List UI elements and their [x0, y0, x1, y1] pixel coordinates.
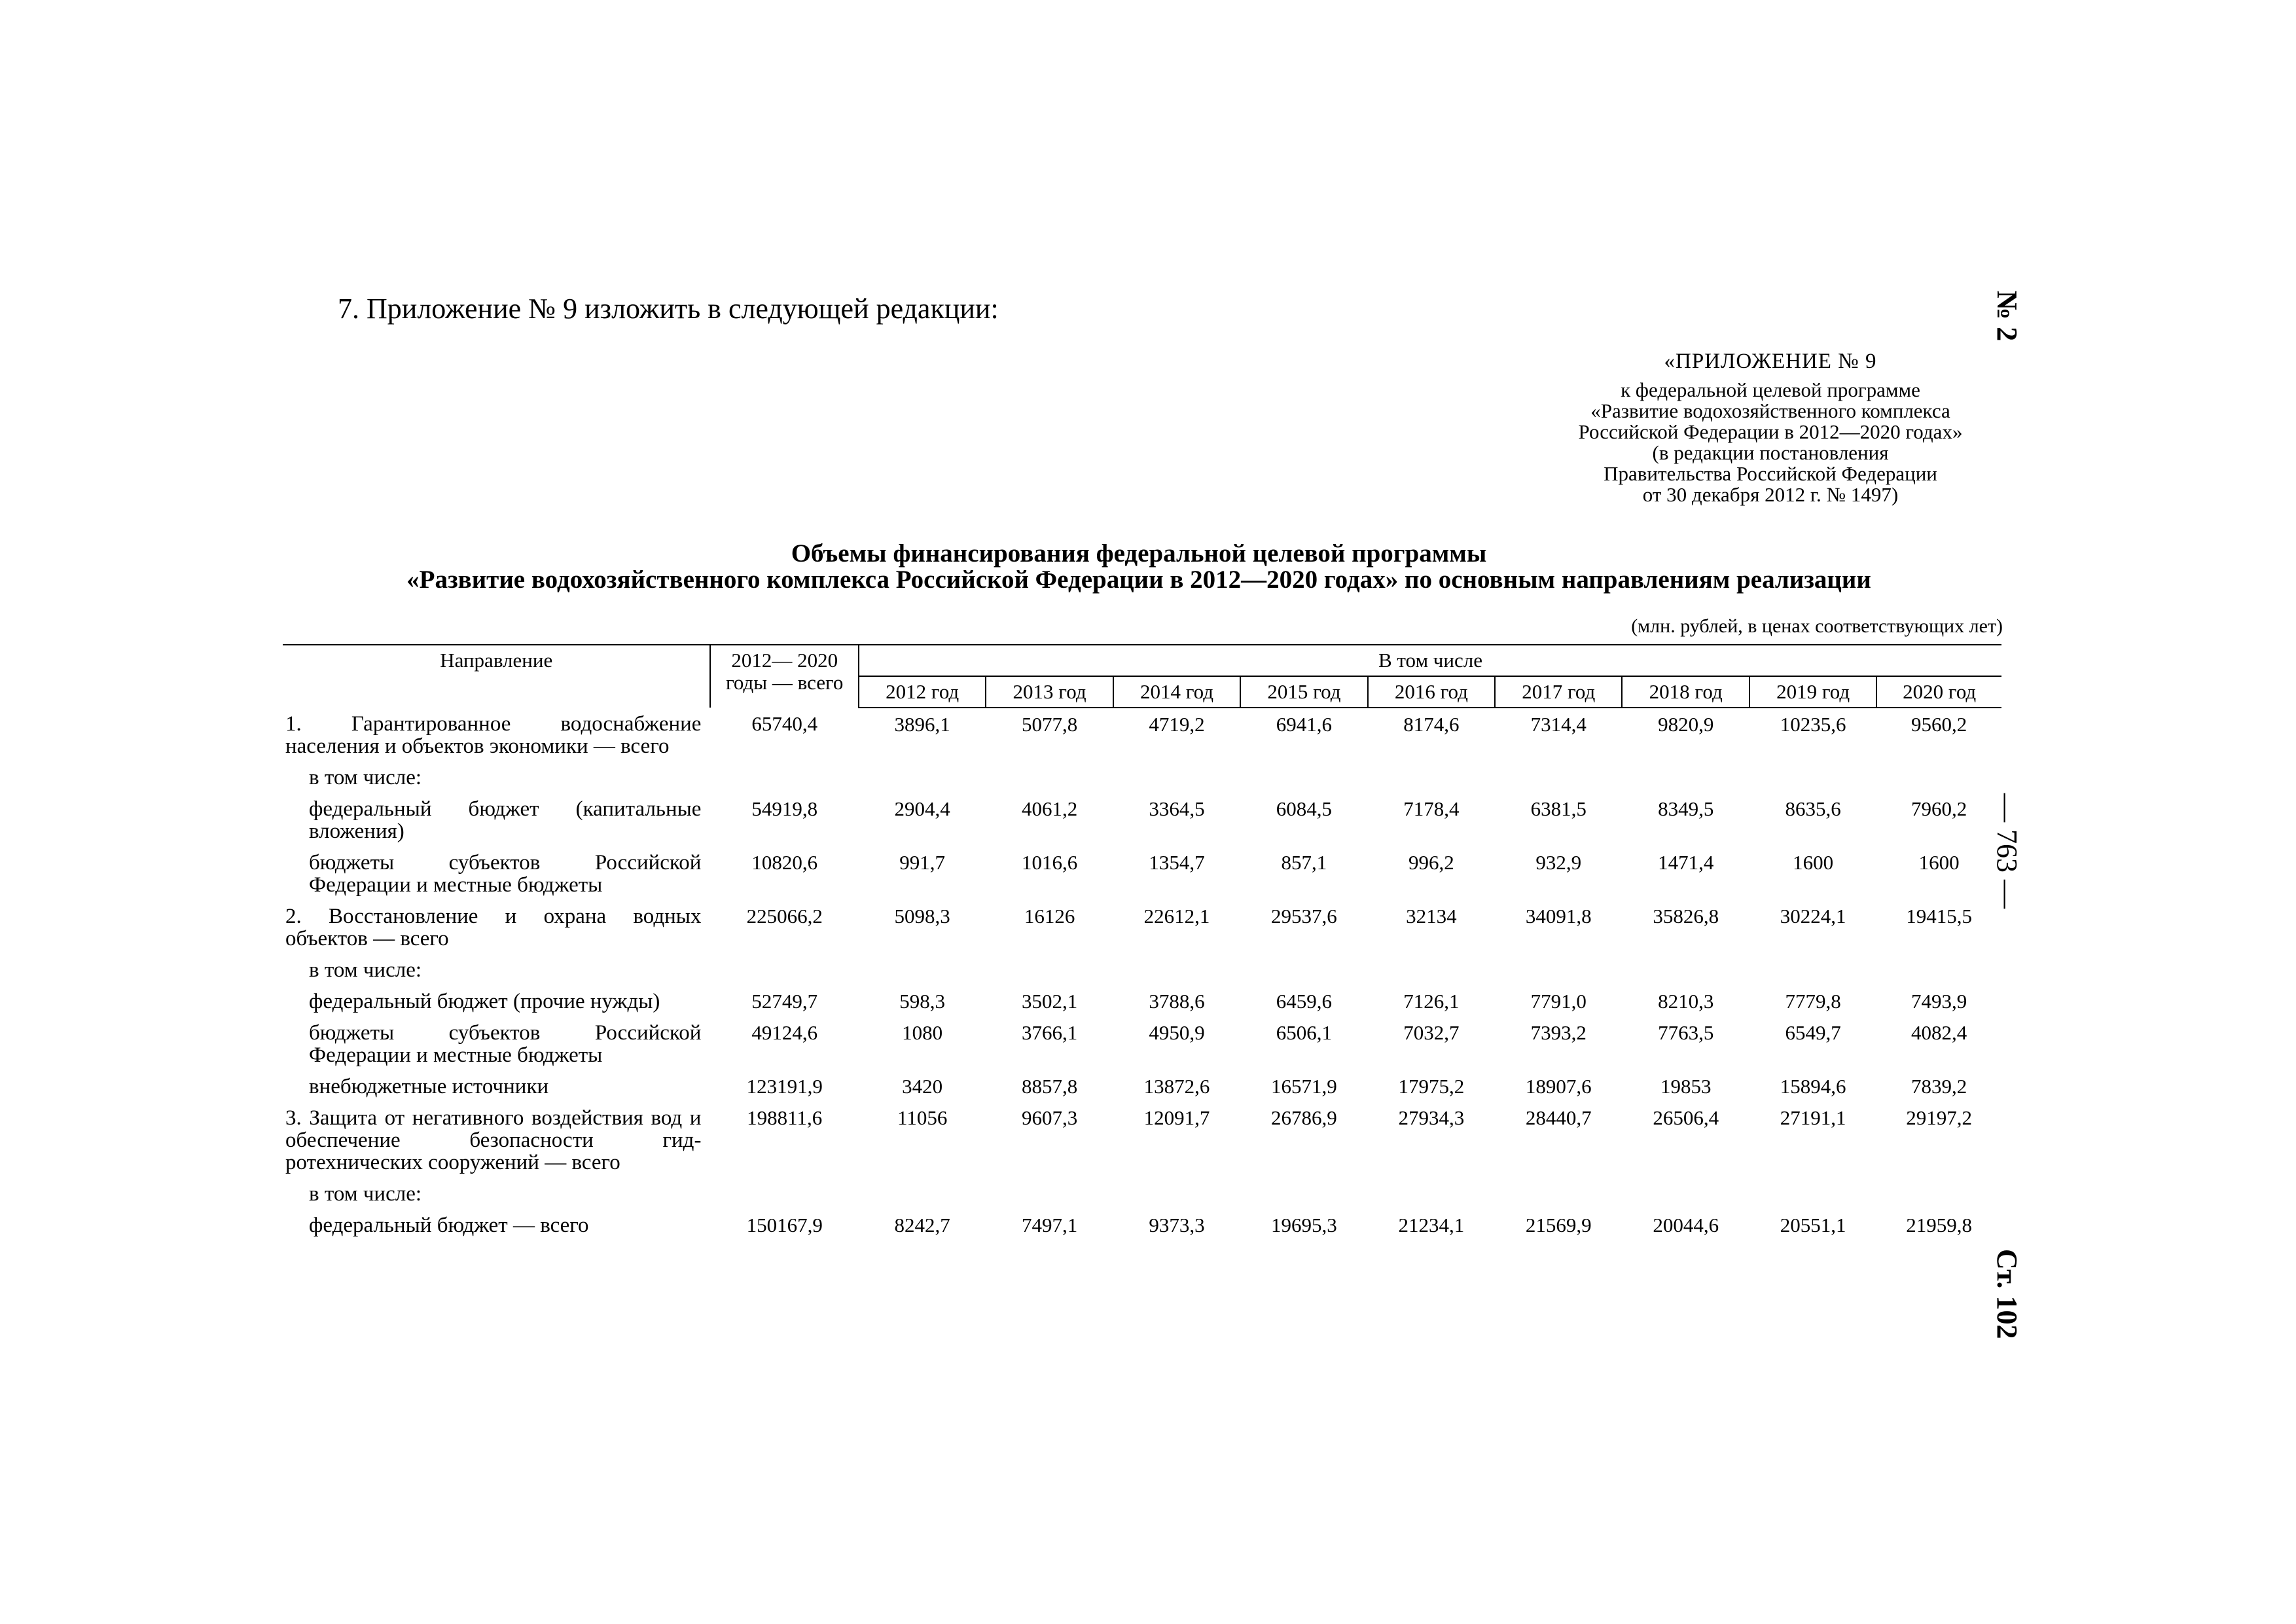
- intro-text: 7. Приложение № 9 изложить в следующей редакции:: [338, 293, 999, 325]
- row-label: федеральный бюджет (прочие нужды): [309, 990, 660, 1013]
- row-year-value: 7960,2: [1911, 797, 1967, 820]
- row-total-value: 49124,6: [751, 1021, 818, 1044]
- row-year-value: 1080: [902, 1021, 943, 1044]
- table-row: [283, 708, 2001, 761]
- row-year-value: 20044,6: [1653, 1214, 1719, 1236]
- row-year-value: [1622, 761, 1749, 793]
- row-year-value: 27191,1: [1780, 1106, 1846, 1129]
- row-year-value: 29197,2: [1906, 1106, 1973, 1129]
- table-row: [283, 1102, 2001, 1178]
- appendix-title: «ПРИЛОЖЕНИЕ № 9: [1664, 350, 1877, 373]
- row-year-value: 7779,8: [1785, 990, 1841, 1013]
- row-year-value: 1600: [1793, 851, 1834, 874]
- header-year: 2017 год: [1495, 676, 1622, 708]
- table-row: [283, 1209, 2001, 1240]
- row-year-value: 27934,3: [1398, 1106, 1465, 1129]
- issue-number: № 2: [1991, 291, 2023, 342]
- row-total-value: [710, 954, 859, 985]
- header-year: 2014 год: [1113, 676, 1240, 708]
- row-year-value: 17975,2: [1398, 1075, 1465, 1098]
- table-body: [283, 708, 2001, 1240]
- table-row: [283, 1070, 2001, 1102]
- row-year-value: 7393,2: [1530, 1021, 1587, 1044]
- row-year-value: 4950,9: [1149, 1021, 1205, 1044]
- row-year-value: 6381,5: [1530, 797, 1587, 820]
- row-label: в том числе:: [309, 958, 422, 982]
- row-year-value: 13872,6: [1143, 1075, 1210, 1098]
- row-year-value: 996,2: [1408, 851, 1454, 874]
- row-year-value: [1749, 954, 1876, 985]
- row-year-value: 7178,4: [1403, 797, 1460, 820]
- header-year: 2016 год: [1368, 676, 1495, 708]
- row-total-value: 54919,8: [751, 797, 818, 820]
- row-year-value: 7791,0: [1530, 990, 1587, 1013]
- row-label: в том числе:: [309, 766, 422, 789]
- row-year-value: [1876, 954, 2001, 985]
- row-year-value: 8349,5: [1658, 797, 1714, 820]
- row-label: в том числе:: [309, 1182, 422, 1206]
- row-year-value: 19853: [1660, 1075, 1712, 1098]
- table-title: [275, 541, 2003, 593]
- table-row: [283, 1178, 2001, 1209]
- row-year-value: 26506,4: [1653, 1106, 1719, 1129]
- article-number: Ст. 102: [1991, 1249, 2023, 1339]
- row-label: 3. Защита от негативного воздействия вод и обеспечение безопасности гид-ротехнических сооружений — всего: [285, 1106, 702, 1174]
- row-year-value: 11056: [897, 1106, 948, 1129]
- row-label: внебюджетные источники: [309, 1075, 549, 1098]
- row-year-value: 7763,5: [1658, 1021, 1714, 1044]
- row-year-value: [1495, 761, 1622, 793]
- row-year-value: 3502,1: [1021, 990, 1078, 1013]
- row-year-value: 3766,1: [1021, 1021, 1078, 1044]
- row-year-value: [1240, 1178, 1367, 1209]
- row-year-value: [1622, 954, 1749, 985]
- table-row: [283, 846, 2001, 900]
- row-year-value: [1113, 1178, 1240, 1209]
- table-title-line-2: «Развитие водохозяйственного комплекса Российской Федерации в 2012—2020 годах» по основным направлениям реализации: [406, 566, 1871, 594]
- row-year-value: 7839,2: [1911, 1075, 1967, 1098]
- row-year-value: 3420: [902, 1075, 943, 1098]
- row-year-value: [1240, 954, 1367, 985]
- table-row: [283, 793, 2001, 846]
- header-year: 2020 год: [1876, 676, 2001, 708]
- row-year-value: 857,1: [1281, 851, 1327, 874]
- row-year-value: 7497,1: [1021, 1214, 1078, 1236]
- header-including: В том числе: [859, 645, 2001, 676]
- header-total: 2012— 2020 годы — всего: [710, 645, 859, 708]
- row-year-value: [1749, 1178, 1876, 1209]
- row-year-value: 26786,9: [1271, 1106, 1337, 1129]
- row-year-value: [1495, 1178, 1622, 1209]
- row-year-value: [986, 1178, 1113, 1209]
- row-year-value: [1876, 761, 2001, 793]
- row-year-value: 1016,6: [1021, 851, 1078, 874]
- appendix-line: Российской Федерации в 2012—2020 годах»: [1578, 420, 1963, 443]
- row-year-value: 991,7: [899, 851, 946, 874]
- row-total-value: 198811,6: [747, 1106, 823, 1129]
- row-year-value: 8210,3: [1658, 990, 1714, 1013]
- row-year-value: 29537,6: [1271, 905, 1337, 928]
- financing-table: [283, 644, 2001, 1240]
- row-year-value: [1368, 1178, 1495, 1209]
- row-year-value: [1240, 761, 1367, 793]
- row-label: бюджеты субъектов Российской Федерации и местные бюджеты: [309, 851, 702, 897]
- appendix-line: от 30 декабря 2012 г. № 1497): [1642, 483, 1899, 506]
- row-year-value: 21569,9: [1525, 1214, 1592, 1236]
- row-year-value: 4082,4: [1911, 1021, 1967, 1044]
- row-year-value: [1622, 1178, 1749, 1209]
- row-year-value: 4061,2: [1021, 797, 1078, 820]
- row-year-value: 8635,6: [1785, 797, 1841, 820]
- header-direction: Направление: [440, 649, 553, 672]
- row-year-value: [1876, 1178, 2001, 1209]
- row-total-value: 10820,6: [751, 851, 818, 874]
- row-total-value: [710, 761, 859, 793]
- row-year-value: 9373,3: [1149, 1214, 1205, 1236]
- row-year-value: 6941,6: [1276, 713, 1333, 736]
- row-total-value: 150167,9: [746, 1214, 823, 1236]
- row-year-value: 9607,3: [1021, 1106, 1078, 1129]
- row-year-value: 6459,6: [1276, 990, 1333, 1013]
- row-label: 1. Гарантированное водоснабжение населения и объектов экономики — всего: [285, 712, 702, 758]
- row-year-value: 20551,1: [1780, 1214, 1846, 1236]
- row-label: федеральный бюджет — всего: [309, 1214, 589, 1237]
- row-year-value: 35826,8: [1653, 905, 1719, 928]
- table-row: [283, 900, 2001, 954]
- row-year-value: 34091,8: [1525, 905, 1592, 928]
- table-row: [283, 954, 2001, 985]
- row-year-value: 21234,1: [1398, 1214, 1465, 1236]
- appendix-line: «Развитие водохозяйственного комплекса: [1590, 399, 1950, 422]
- row-year-value: 1600: [1918, 851, 1960, 874]
- row-year-value: 8242,7: [894, 1214, 950, 1236]
- row-year-value: 8174,6: [1403, 713, 1460, 736]
- row-year-value: [1368, 761, 1495, 793]
- row-year-value: [1368, 954, 1495, 985]
- row-year-value: 18907,6: [1525, 1075, 1592, 1098]
- row-year-value: 10235,6: [1780, 713, 1846, 736]
- row-year-value: 5077,8: [1021, 713, 1078, 736]
- row-total-value: 225066,2: [746, 905, 823, 928]
- row-year-value: 6506,1: [1276, 1021, 1333, 1044]
- appendix-line: (в редакции постановления: [1652, 441, 1889, 464]
- row-year-value: [859, 761, 986, 793]
- row-year-value: 30224,1: [1780, 905, 1846, 928]
- row-year-value: 3896,1: [894, 713, 950, 736]
- row-year-value: [986, 761, 1113, 793]
- row-year-value: 3364,5: [1149, 797, 1205, 820]
- page-number: — 763 —: [1991, 793, 2023, 909]
- row-year-value: 4719,2: [1149, 713, 1205, 736]
- row-year-value: 5098,3: [894, 905, 950, 928]
- row-label: 2. Восстановление и охрана водных объектов — всего: [285, 905, 702, 950]
- row-year-value: 6084,5: [1276, 797, 1333, 820]
- row-total-value: 123191,9: [746, 1075, 823, 1098]
- row-total-value: 65740,4: [751, 712, 818, 735]
- row-year-value: [1749, 761, 1876, 793]
- row-year-value: 16126: [1024, 905, 1075, 928]
- row-year-value: 7032,7: [1403, 1021, 1460, 1044]
- appendix-line: Правительства Российской Федерации: [1604, 462, 1937, 485]
- row-year-value: 19695,3: [1271, 1214, 1337, 1236]
- row-year-value: 7314,4: [1530, 713, 1587, 736]
- row-label: бюджеты субъектов Российской Федерации и местные бюджеты: [309, 1021, 702, 1067]
- row-total-value: 52749,7: [751, 990, 818, 1013]
- row-year-value: 7126,1: [1403, 990, 1460, 1013]
- header-year: 2015 год: [1240, 676, 1367, 708]
- row-year-value: 8857,8: [1021, 1075, 1078, 1098]
- row-year-value: 9560,2: [1911, 713, 1967, 736]
- row-year-value: [986, 954, 1113, 985]
- units-note: (млн. рублей, в ценах соответствующих лет): [1631, 615, 2003, 637]
- header-year: 2012 год: [859, 676, 986, 708]
- row-year-value: 7493,9: [1911, 990, 1967, 1013]
- row-year-value: 21959,8: [1906, 1214, 1973, 1236]
- row-year-value: 22612,1: [1143, 905, 1210, 928]
- row-year-value: 1471,4: [1658, 851, 1714, 874]
- row-year-value: 16571,9: [1271, 1075, 1337, 1098]
- row-year-value: 1354,7: [1149, 851, 1205, 874]
- header-year: 2018 год: [1622, 676, 1749, 708]
- table-row: [283, 985, 2001, 1017]
- row-year-value: [1113, 954, 1240, 985]
- row-total-value: [710, 1178, 859, 1209]
- row-year-value: 3788,6: [1149, 990, 1205, 1013]
- header-year: 2013 год: [986, 676, 1113, 708]
- row-year-value: 32134: [1406, 905, 1457, 928]
- row-year-value: 15894,6: [1780, 1075, 1846, 1098]
- row-year-value: 19415,5: [1906, 905, 1973, 928]
- header-year: 2019 год: [1749, 676, 1876, 708]
- row-year-value: [859, 1178, 986, 1209]
- row-year-value: [1113, 761, 1240, 793]
- appendix-heading: [1525, 351, 2016, 505]
- row-year-value: 932,9: [1535, 851, 1582, 874]
- row-year-value: 12091,7: [1143, 1106, 1210, 1129]
- table-row: [283, 761, 2001, 793]
- row-year-value: [1495, 954, 1622, 985]
- row-year-value: 9820,9: [1658, 713, 1714, 736]
- table-row: [283, 1017, 2001, 1070]
- row-label: федеральный бюджет (капитальные вложения): [309, 797, 702, 843]
- row-year-value: [859, 954, 986, 985]
- row-year-value: 28440,7: [1525, 1106, 1592, 1129]
- appendix-line: к федеральной целевой программе: [1621, 378, 1920, 401]
- row-year-value: 6549,7: [1785, 1021, 1841, 1044]
- row-year-value: 2904,4: [894, 797, 950, 820]
- row-year-value: 598,3: [899, 990, 946, 1013]
- table-title-line-1: Объемы финансирования федеральной целевой программы: [791, 539, 1487, 568]
